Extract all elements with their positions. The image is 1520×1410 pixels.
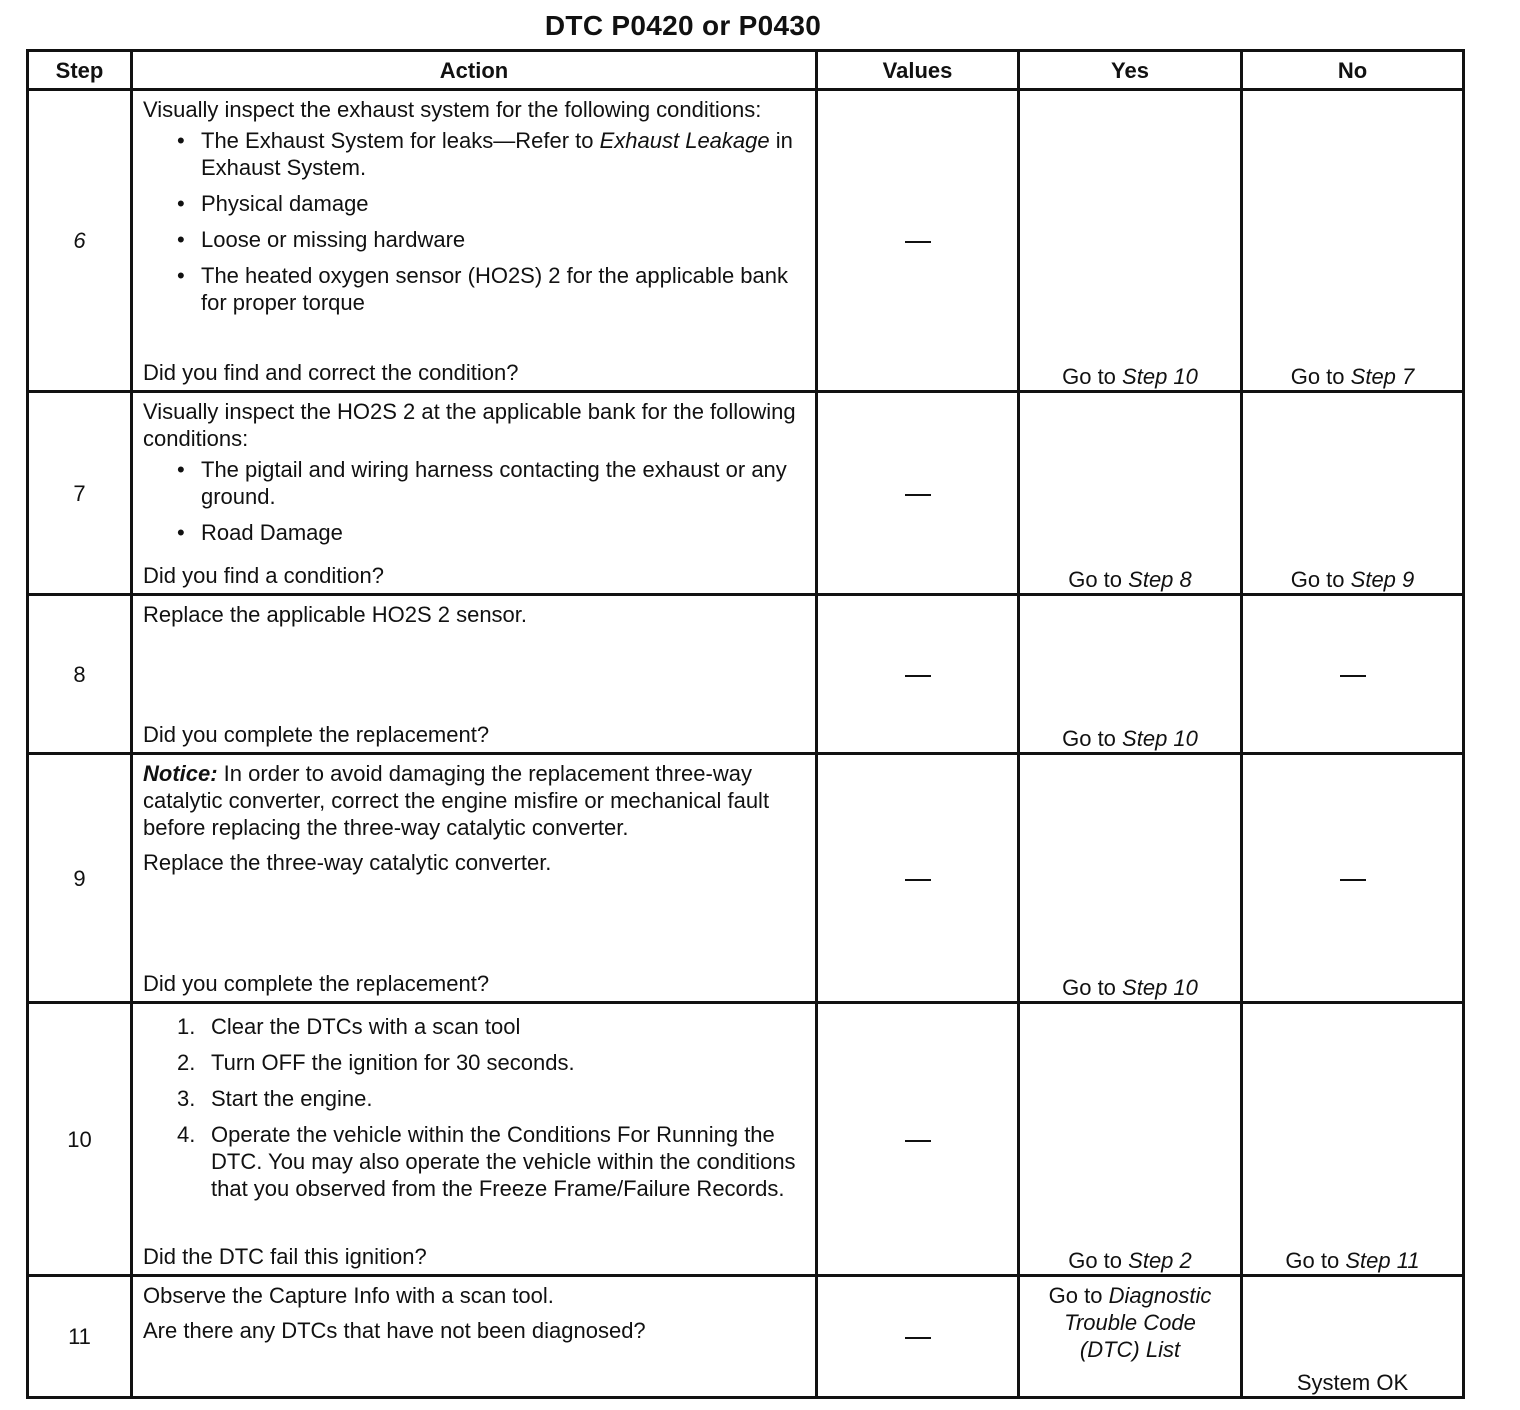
- table-row-step-6: [28, 90, 1464, 392]
- table-row-step-11: [28, 1276, 1464, 1398]
- dash-mark: [905, 1337, 931, 1339]
- list-item: • Loose or missing hardware: [201, 226, 805, 253]
- yes-cell: Go to Step 10: [1019, 595, 1242, 754]
- yes-cell: Go to Step 10: [1019, 90, 1242, 392]
- yes-cell: Go to Step 8: [1019, 392, 1242, 595]
- values-cell: [817, 754, 1019, 1003]
- condition-list: [143, 127, 805, 316]
- action-question: Did you complete the replacement?: [143, 722, 490, 747]
- table-row-step-7: [28, 392, 1464, 595]
- step-number: 9: [28, 754, 132, 1003]
- list-item: 4. Operate the vehicle within the Conditions For Running the DTC. You may also operate the vehicle within the conditions that you observed from the Freeze Frame/Failure Records.: [177, 1122, 796, 1201]
- dash-mark: [1340, 879, 1366, 881]
- dash-mark: [905, 675, 931, 677]
- no-cell: [1242, 754, 1464, 1003]
- action-instruction: Replace the three-way catalytic converter.: [143, 850, 552, 875]
- list-item: • Physical damage: [201, 190, 805, 217]
- values-cell: [817, 90, 1019, 392]
- notice-text: Notice: In order to avoid damaging the replacement three-way catalytic converter, correct the engine misfire or mechanical fault before replacing the three-way catalytic converter.: [143, 761, 770, 840]
- dash-mark: [905, 1140, 931, 1142]
- action-cell: [132, 392, 817, 595]
- step-number: 11: [28, 1276, 132, 1398]
- list-item: 3. Start the engine.: [177, 1086, 373, 1111]
- values-cell: [817, 595, 1019, 754]
- action-cell: [132, 1276, 817, 1398]
- table-row-step-9: [28, 754, 1464, 1003]
- no-cell: [1242, 595, 1464, 754]
- header-action: Action: [132, 51, 817, 90]
- list-item: • Road Damage: [201, 519, 805, 546]
- no-cell: System OK: [1242, 1276, 1464, 1398]
- step-number: 6: [28, 90, 132, 392]
- yes-cell: Go to Step 10: [1019, 754, 1242, 1003]
- values-cell: [817, 1003, 1019, 1276]
- yes-cell: Go to Diagnostic Trouble Code (DTC) List: [1019, 1276, 1242, 1398]
- action-cell: [132, 595, 817, 754]
- header-step: Step: [28, 51, 132, 90]
- dash-mark: [905, 494, 931, 496]
- action-question: Did you find and correct the condition?: [143, 360, 519, 385]
- condition-list: [143, 456, 805, 546]
- step-number: 8: [28, 595, 132, 754]
- list-item: • The heated oxygen sensor (HO2S) 2 for the applicable bank for proper torque: [201, 262, 805, 316]
- dash-mark: [1340, 675, 1366, 677]
- list-item: 1. Clear the DTCs with a scan tool: [177, 1014, 521, 1039]
- dash-mark: [905, 241, 931, 243]
- action-intro: Visually inspect the HO2S 2 at the applicable bank for the following conditions:: [143, 399, 796, 451]
- yes-cell: Go to Step 2: [1019, 1003, 1242, 1276]
- action-intro: Visually inspect the exhaust system for the following conditions:: [143, 97, 762, 122]
- dash-mark: [905, 879, 931, 881]
- no-cell: Go to Step 9: [1242, 392, 1464, 595]
- action-question: Are there any DTCs that have not been diagnosed?: [143, 1318, 646, 1343]
- page-title: DTC P0420 or P0430: [544, 10, 822, 41]
- no-cell: Go to Step 7: [1242, 90, 1464, 392]
- no-cell: Go to Step 11: [1242, 1003, 1464, 1276]
- values-cell: [817, 1276, 1019, 1398]
- action-intro: Observe the Capture Info with a scan tool.: [143, 1283, 554, 1308]
- list-item: • The Exhaust System for leaks—Refer to Exhaust Leakage in Exhaust System.: [201, 127, 805, 181]
- action-cell: [132, 90, 817, 392]
- list-item: • The pigtail and wiring harness contacting the exhaust or any ground.: [201, 456, 805, 510]
- header-no: No: [1242, 51, 1464, 90]
- step-number: 7: [28, 392, 132, 595]
- procedure-list: [143, 1013, 805, 1202]
- list-item: 2. Turn OFF the ignition for 30 seconds.: [177, 1050, 575, 1075]
- table-row-step-10: [28, 1003, 1464, 1276]
- header-row: [28, 51, 1464, 90]
- values-cell: [817, 392, 1019, 595]
- header-yes: Yes: [1019, 51, 1242, 90]
- dtc-table: [26, 49, 1465, 1399]
- action-cell: [132, 1003, 817, 1276]
- action-question: Did the DTC fail this ignition?: [143, 1244, 427, 1269]
- action-intro: Replace the applicable HO2S 2 sensor.: [143, 602, 528, 627]
- table-row-step-8: [28, 595, 1464, 754]
- action-question: Did you complete the replacement?: [143, 971, 490, 996]
- step-number: 10: [28, 1003, 132, 1276]
- action-cell: [132, 754, 817, 1003]
- action-question: Did you find a condition?: [143, 563, 384, 588]
- header-values: Values: [817, 51, 1019, 90]
